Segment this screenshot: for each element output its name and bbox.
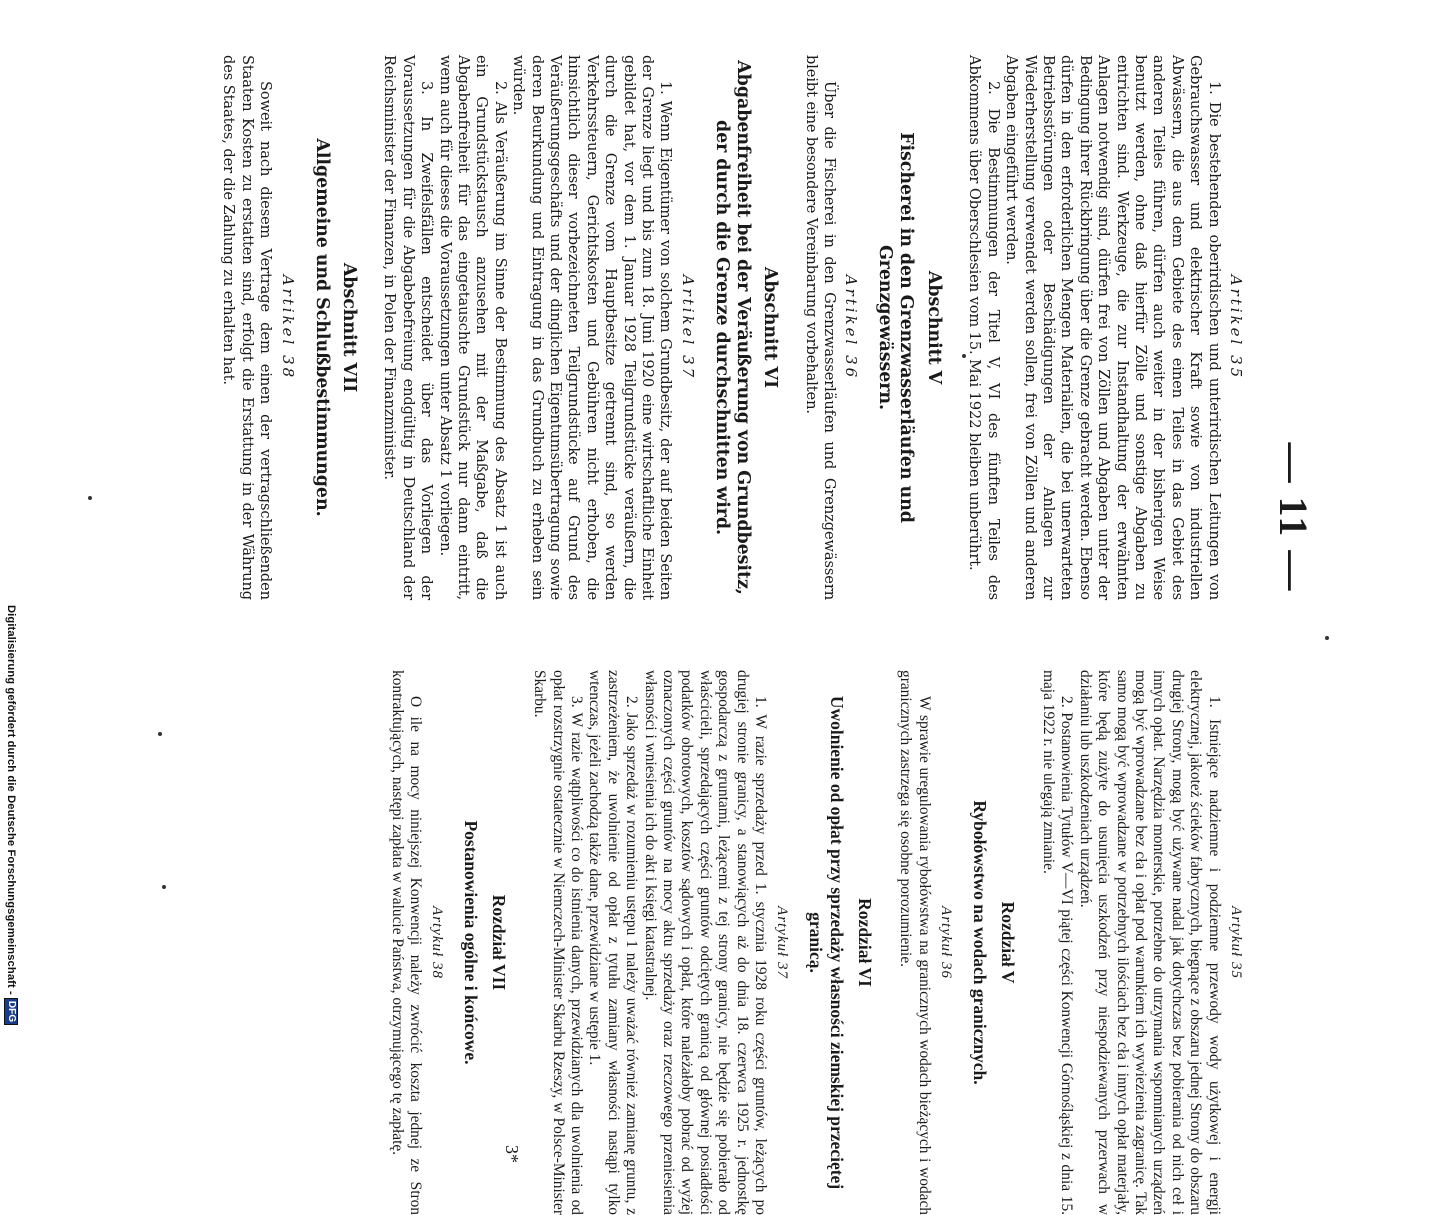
german-article-37-paragraph-3: 3. In Zweifelsfällen entscheidet über das Vorliegen der Voraussetzungen für die Abgabebefreiung endgültig in Deutschland der Reichsminister der Finanzen, in Polen der Finanzminister. [381, 55, 436, 600]
german-column [219, 55, 1247, 600]
german-article-37-heading: Artikel 37 [678, 274, 697, 381]
german-section-5-label: Abschnitt V [923, 270, 944, 385]
german-article-37-paragraph-2: 2. Als Veräußerung im Sinne der Bestimmung des Absatz 1 ist auch ein Grundstückstausch anzusehen mit der Maßgabe, daß die Abgabenfreiheit für das eingetauschte Grundstück nur dann eintritt, wenn auch für dieses die Voraussetzungen unter Absatz 1 vorliegen. [436, 55, 509, 600]
german-section-6-label: Abschnitt VI [760, 266, 781, 389]
polish-section-5-label: Rozdział V [997, 901, 1018, 984]
ink-speck [1325, 636, 1329, 640]
rotated-document-page [127, 55, 1317, 1215]
german-section-5-title: Fischerei in den Grenzwasserläufen und Grenzgewässern. [875, 132, 917, 523]
digitization-credit-text: Digitalisierung gefördert durch die Deutsche Forschungsgemeinschaft - [5, 605, 18, 995]
polish-section-6-label: Rozdział VI [854, 898, 875, 987]
polish-article-35-paragraph-1: 1. Istniejące nadziemne i podziemne przewody wody użytkowej i energji elektrycznej, jakoteż ścieków fabrycznych, biegnące z obszaru jednej Strony do obszaru drugiej Strony, mogą być używane nadal jak dotychczas bez pobierania od nich ceł i innych opłat. Narzędzia monterskie, potrzebne do utrzymania wspomnianych urządzeń mogą być wprowadzane bez cła i opłat pod warunkiem ich wywiezienia zagranicę. Tak samo mogą być wprowadzane w potrzebnych ilościach bez cła i innych opłat materjały, które będą zużyte do usunięcia uszkodzeń przy niespodziewanych przerwach w działaniu lub uszkodzeniach urządzeń. [1076, 670, 1223, 1215]
ink-speck [162, 885, 166, 889]
polish-article-38-paragraph-1: O ile na mocy niniejszej Konwencji należy zwrócić koszta jednej ze Stron kontraktujących, następi zapłata w walucie Państwa, otrzymującego tę zapłatę. [388, 670, 424, 1215]
german-section-7-label: Abschnitt VII [338, 262, 359, 393]
german-article-35-paragraph-1: 1. Die bestehenden oberirdischen und unterirdischen Leitungen von Gebrauchswasser und elektrischer Kraft sowie von industriellen Abwässern, die aus dem Gebiete des einen Teiles in das Gebiet des anderen Teiles führen, dürfen auch weiter in der bisherigen Weise benutzt werden, ohne daß hierfür Zölle und sonstige Abgaben zu entrichten sind. Werkzeuge, die zur Instandhaltung der erwähnten Anlagen notwendig sind, dürfen frei von Zöllen und Abgaben unter der Bedingung ihrer Rückbringung über die Grenze gebracht werden. Ebenso dürfen in den erforderlichen Mengen Materialien, die bei unerwarteten Betriebsstörungen oder Beschädigungen der Anlagen zur Wiederherstellung verwendet werden sollen, frei von Zöllen und anderen Abgaben eingeführt werden. [1003, 55, 1223, 600]
polish-section-6-title: Uwolnienie od opłat przy sprzedaży własności ziemskiej przeciętej granicą. [806, 695, 848, 1190]
german-article-36-heading: Artikel 36 [842, 274, 861, 381]
ink-speck [88, 496, 92, 500]
german-section-6-title: Abgabenfreiheit bei der Veräußerung von Grundbesitz, der durch die Grenze durchschnitten wird. [711, 60, 753, 595]
polish-section-7-label: Rozdział VII [488, 894, 509, 991]
german-article-36-paragraph-1: Über die Fischerei in den Grenzwasserläufen und Grenzgewässern bleibt eine besondere Vereinbarung vorbehalten. [802, 55, 839, 600]
polish-article-36-heading: Artykuł 36 [938, 906, 955, 979]
german-article-38-paragraph-1: Soweit nach diesem Vertrage dem einen der vertragschließenden Staaten Kosten zu erstatten sind, erfolgt die Erstattung in der Währung des Staates, der die Zahlung zu erhalten hat. [220, 55, 275, 600]
german-article-35-paragraph-2: 2. Die Bestimmungen der Titel V, VI des fünften Teiles des Abkommens über Oberschlesien vom 15. Mai 1922 bleiben unberührt. [966, 55, 1002, 600]
polish-section-5-title: Rybołówstwo na wodach granicznych. [970, 800, 991, 1085]
polish-article-37-paragraph-1: 1. W razie sprzedaży przed 1. stycznia 1928 roku części gruntów, leżących po drugiej stronie granicy, a stanowiących aż do dnia 18. czerwca 1925 r. jednostkę gospodarczą z gruntami, leżącemi z tej strony granicy, nie będzie się pobierało od właścicieli, sprzedających części gruntów odciętych granicą od głównej posiadłości podatków obrotowych, kosztów sądowych i opłat, które należałoby pobrać od wyżej oznaczonych części gruntów na mocy aktu sprzedaży oraz rzeczowego przeniesienia własności i wniesienia ich do akt i księgi katastralnej. [641, 670, 770, 1215]
ink-speck [158, 732, 162, 736]
digitization-credit [4, 605, 18, 1023]
german-article-37-paragraph-1: 1. Wenn Eigentümer von solchem Grundbesitz, der auf beiden Seiten der Grenze liegt und bis zum 18. Juni 1920 eine wirtschaftliche Einheit gebildet hat, vor dem 1. Januar 1928 Teilgrundstücke veräußern, die durch die Grenze vom Hauptbesitze getrennt sind, so werden Verkehrssteuern, Gerichtskosten und Gebühren nicht erhoben, die hinsichtlich dieser vorbezeichneten Teilgrundstücke auf Grund des Veräußerungsgeschäfts und der dinglichen Eigentumsübertragung sowie deren Beurkundung und Eintragung in das Grundbuch zu erheben sein würden. [510, 55, 675, 600]
polish-article-38-heading: Artykuł 38 [429, 906, 446, 979]
polish-article-37-heading: Artykuł 37 [774, 906, 791, 979]
signature-mark: 3* [502, 1145, 522, 1163]
german-article-38-heading: Artikel 38 [278, 274, 297, 381]
polish-article-37-paragraph-2: 2. Jako sprzedaż w rozumieniu ustępu 1 należy uważać również zamianę gruntu, z zastrzeżeniem, że uwolnienie od opłat z tytułu zamiany własności nastąpi tylko wtenczas, jeżeli zachodzą także dane, przewidziane w ustępie 1. [586, 670, 641, 1215]
german-section-7-title: Allgemeine und Schlußbestimmungen. [311, 138, 332, 517]
polish-article-36-paragraph-1: W sprawie uregulowania rybołówstwa na granicznych wodach bieżących i wodach granicznych zastrzega się osobne porozumienie. [897, 670, 933, 1215]
polish-article-37-paragraph-3: 3. W razie wątpliwości co do istnienia danych, przewidzianych dla uwolnienia od opłat rozstrzygnie ostatecznie w Niemczech-Minister Skarbu Rzeszy, w Polsce-Minister Skarbu. [531, 670, 586, 1215]
polish-article-35-heading: Artykuł 35 [1228, 906, 1244, 979]
polish-section-7-title: Postanowienia ogólne i końcowe. [461, 820, 482, 1065]
polish-article-35-paragraph-2: 2. Postanowienia Tytułów V—VI piątej części Konwencji Górnośląskiej z dnia 15. maja 1922 r. nie ulegają zmianie. [1039, 670, 1076, 1215]
polish-column [387, 670, 1247, 1215]
dfg-logo: DFG [4, 998, 18, 1025]
german-article-35-heading: Artikel 35 [1227, 274, 1245, 381]
ink-speck [962, 354, 966, 358]
page-number: — 11 — [1271, 442, 1316, 593]
